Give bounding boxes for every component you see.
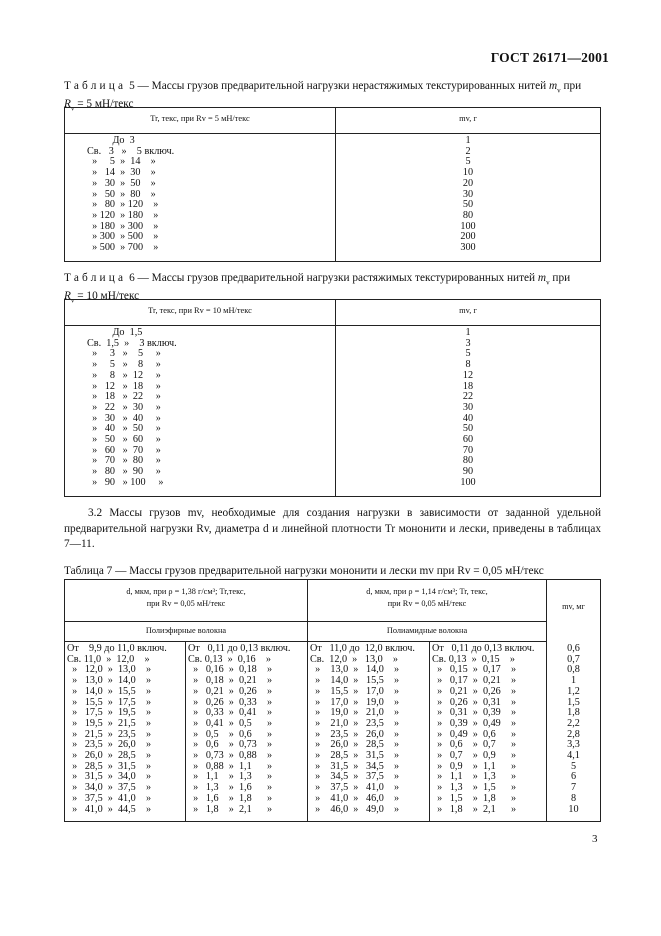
table6-row-mass: 100 — [460, 476, 476, 488]
table7-row-mass: 0,7 — [567, 653, 580, 665]
table5-caption-tail: при — [560, 80, 582, 92]
table7-row-mass: 4,1 — [567, 750, 580, 762]
table7-row-d-polyester: » 31,5 » 34,0 » — [67, 771, 152, 783]
table6-row-range: » 18 » 22 » — [87, 391, 161, 403]
table7-row-tr-polyamide: » 0,26 » 0,31 » — [432, 696, 517, 708]
table6-row-range: » 60 » 70 » — [87, 444, 161, 456]
table7-row-tr-polyester: » 0,21 » 0,26 » — [188, 685, 273, 697]
table6-caption-line2-var: R — [64, 290, 71, 303]
table7-caption: Таблица 7 — Массы грузов предварительной нагрузки мононити и лески mv при Rv = 0,05 мН/текс — [64, 565, 544, 577]
table7-row-mass: 0,6 — [567, 643, 580, 654]
table7-row-d-polyamide: » 14,0 » 15,5 » — [310, 675, 400, 687]
table7-row-tr-polyester: Св. 0,13 » 0,16 » — [188, 653, 271, 665]
table7-row-tr-polyamide: » 1,3 » 1,5 » — [432, 782, 517, 794]
table5-caption-line2-sub: v — [70, 104, 75, 113]
table6-row-range: » 8 » 12 » — [87, 369, 161, 381]
table7-row-tr-polyamide: » 0,39 » 0,49 » — [432, 717, 517, 729]
table5-row-range: » 80 » 120 » — [87, 199, 159, 211]
table7-sub-mid: Полиамидные волокна — [386, 626, 468, 635]
table7-row-tr-polyester: » 0,33 » 0,41 » — [188, 707, 273, 719]
table5-row-range: » 30 » 50 » — [87, 177, 156, 189]
table5-row-range: » 120 » 180 » — [87, 209, 159, 221]
table5-caption-num: 5 — [129, 80, 135, 92]
table7-row-tr-polyamide: » 0,6 » 0,7 » — [432, 739, 517, 751]
table5 — [64, 104, 601, 262]
table5-caption-text: — Массы грузов предварительной нагрузки нерастяжимых текстурированных нитей — [134, 80, 549, 92]
table7-row-mass: 1,5 — [567, 696, 580, 708]
table7-row-tr-polyester: » 0,6 » 0,73 » — [188, 739, 273, 751]
table6-row-mass: 5 — [465, 348, 471, 360]
table7-row-d-polyamide: Св. 12,0 » 13,0 » — [310, 653, 399, 665]
table7-row-tr-polyamide: » 0,15 » 0,17 » — [432, 664, 517, 676]
table7-row-tr-polyester: » 0,26 » 0,33 » — [188, 696, 273, 708]
table7-row-tr-polyester: От 0,11 до 0,13 включ. — [188, 644, 291, 654]
table6-caption-var-sub: v — [546, 278, 550, 287]
table6-row-mass: 60 — [462, 434, 474, 446]
table7-row-tr-polyamide: » 0,31 » 0,39 » — [432, 707, 517, 719]
table6-row-mass: 90 — [462, 466, 474, 478]
table5-row-mass: 30 — [462, 188, 474, 200]
table6-row-range: » 40 » 50 » — [87, 423, 161, 435]
table7-row-d-polyester: » 12,0 » 13,0 » — [67, 664, 152, 676]
table7-head-right: mv, мг — [562, 602, 585, 611]
table5-left-column — [87, 136, 327, 254]
table7-row-d-polyester: » 14,0 » 15,5 » — [67, 685, 152, 697]
table7-row-tr-polyester: » 0,41 » 0,5 » — [188, 717, 273, 729]
table6-row-mass: 30 — [462, 401, 474, 413]
table7 — [64, 579, 601, 822]
table6-right-column — [336, 328, 600, 489]
table7-row-d-polyester: » 13,0 » 14,0 » — [67, 675, 152, 687]
table7-row-tr-polyester: » 1,3 » 1,6 » — [188, 782, 273, 794]
table7-row-tr-polyester: » 1,1 » 1,3 » — [188, 771, 273, 783]
table6-row-mass: 40 — [462, 412, 474, 424]
table7-row-d-polyester: » 19,5 » 21,5 » — [67, 717, 152, 729]
table6-row-mass: 70 — [462, 444, 474, 456]
table7-row-tr-polyamide: » 0,9 » 1,1 » — [432, 760, 517, 772]
table7-row-mass: 2,2 — [567, 717, 580, 729]
table7-row-tr-polyester: » 1,8 » 2,1 » — [188, 803, 273, 815]
table7-row-d-polyester: Св. 11,0 » 12,0 » — [67, 653, 150, 665]
table6-row-range: До 1,5 — [87, 327, 143, 338]
table7-row-mass: 10 — [568, 803, 579, 815]
table6-row-mass: 1 — [465, 327, 471, 338]
table7-row-mass: 7 — [570, 782, 577, 794]
table5-row-mass: 100 — [460, 220, 476, 232]
table6-row-range: » 3 » 5 » — [87, 348, 161, 360]
table7-row-d-polyamide: » 23,5 » 26,0 » — [310, 728, 400, 740]
table6-row-range: » 50 » 60 » — [87, 434, 161, 446]
table5-row-range: » 500 » 700 » — [87, 242, 159, 254]
table7-col-c — [310, 644, 429, 815]
table5-row-mass: 2 — [465, 145, 471, 157]
table7-row-tr-polyamide: » 0,17 » 0,21 » — [432, 675, 517, 687]
table7-row-d-polyamide: » 26,0 » 28,5 » — [310, 739, 400, 751]
table5-row-range: Св. 3 » 5 включ. — [87, 145, 175, 157]
table5-caption-var: m — [548, 80, 558, 92]
table6-row-range: » 22 » 30 » — [87, 401, 161, 413]
table5-caption-word: Таблица — [64, 80, 127, 92]
table6-row-mass: 22 — [462, 391, 474, 403]
table7-row-tr-polyamide: От 0,11 до 0,13 включ. — [432, 644, 535, 654]
table7-row-d-polyamide: » 19,0 » 21,0 » — [310, 707, 400, 719]
table7-sub-left: Полиэфирные волокна — [145, 626, 227, 635]
table7-row-d-polyamide: » 28,5 » 31,5 » — [310, 750, 400, 762]
table7-row-tr-polyamide: » 1,5 » 1,8 » — [432, 792, 517, 804]
table7-row-mass: 1,2 — [567, 685, 580, 697]
table7-row-d-polyester: » 15,5 » 17,5 » — [67, 696, 152, 708]
table6-caption-num: 6 — [129, 272, 135, 284]
table7-row-tr-polyamide: » 0,7 » 0,9 » — [432, 750, 517, 762]
table6-col2-head: mv, г — [459, 306, 477, 315]
table7-row-tr-polyamide: » 1,1 » 1,3 » — [432, 771, 517, 783]
table6-row-mass: 3 — [465, 337, 471, 349]
table7-row-d-polyester: » 17,5 » 19,5 » — [67, 707, 152, 719]
table7-row-d-polyamide: » 46,0 » 49,0 » — [310, 803, 400, 815]
table7-row-d-polyester: » 23,5 » 26,0 » — [67, 739, 152, 751]
table6-row-mass: 8 — [465, 359, 471, 371]
table7-row-mass: 1,8 — [567, 707, 580, 719]
table6-caption-tail: при — [549, 272, 571, 284]
table7-row-tr-polyamide: » 0,49 » 0,6 » — [432, 728, 517, 740]
document-id: ГОСТ 26171—2001 — [490, 50, 609, 65]
table6-row-range: » 12 » 18 » — [87, 380, 161, 392]
table7-row-d-polyester: » 37,5 » 41,0 » — [67, 792, 152, 804]
table7-row-d-polyamide: » 34,5 » 37,5 » — [310, 771, 400, 783]
table5-row-range: » 5 » 14 » — [87, 156, 156, 168]
table7-row-tr-polyamide: Св. 0,13 » 0,15 » — [432, 653, 515, 665]
table7-row-tr-polyester: » 1,6 » 1,8 » — [188, 792, 273, 804]
table6-left-column — [87, 328, 327, 489]
table5-col1-head: Tr, текс, при Rv = 5 мН/текс — [150, 114, 250, 123]
table5-caption-line2-var: R — [64, 98, 71, 111]
table7-row-tr-polyester: » 0,16 » 0,18 » — [188, 664, 273, 676]
table7-row-tr-polyester: » 0,73 » 0,88 » — [188, 750, 273, 762]
paragraph-3-2: 3.2 Массы грузов mv, необходимые для создания нагрузки в зависимости от заданной удельной предварительной нагрузки Rv, диаметра d и линейной плотности Tr мононити и лески, приведены в таблицах 7—11. — [64, 507, 601, 550]
table5-row-range: До 3 — [87, 135, 135, 146]
table7-row-tr-polyester: » 0,5 » 0,6 » — [188, 728, 273, 740]
table5-row-mass: 80 — [462, 209, 474, 221]
table5-caption-line2-tail: = 5 мН/текс — [74, 98, 134, 111]
table5-row-mass: 300 — [460, 242, 476, 254]
table5-row-range: » 300 » 500 » — [87, 231, 159, 243]
table7-row-d-polyamide: » 41,0 » 46,0 » — [310, 792, 400, 804]
table7-row-d-polyamide: » 17,0 » 19,0 » — [310, 696, 400, 708]
table6-row-range: Св. 1,5 » 3 включ. — [87, 337, 177, 349]
table7-row-mass: 1 — [570, 675, 577, 687]
table5-row-range: » 50 » 80 » — [87, 188, 156, 200]
table7-row-mass: 8 — [570, 792, 577, 804]
table5-col2-head: mv, г — [459, 114, 477, 123]
table5-row-mass: 10 — [462, 167, 474, 179]
table7-row-d-polyester: От 9,9 до 11,0 включ. — [67, 644, 167, 654]
table7-col-e — [547, 644, 600, 815]
table7-row-mass: 0,8 — [567, 664, 580, 676]
table7-row-mass: 2,8 — [567, 728, 580, 740]
table7-row-tr-polyester: » 0,88 » 1,1 » — [188, 760, 273, 772]
table5-row-mass: 5 — [465, 156, 471, 168]
table6-caption-word: Таблица — [64, 272, 127, 284]
table5-row-range: » 14 » 30 » — [87, 167, 156, 179]
table7-row-d-polyamide: » 15,5 » 17,0 » — [310, 685, 400, 697]
table6-caption-line2-sub: v — [70, 296, 75, 305]
table6-row-mass: 50 — [462, 423, 474, 435]
table5-right-column — [336, 136, 600, 254]
table7-row-d-polyamide: » 13,0 » 14,0 » — [310, 664, 400, 676]
table7-row-d-polyamide: » 21,0 » 23,5 » — [310, 717, 400, 729]
page-number: 3 — [592, 833, 598, 845]
table5-row-mass: 50 — [462, 199, 474, 211]
table7-row-d-polyester: » 26,0 » 28,5 » — [67, 750, 152, 762]
table7-row-tr-polyamide: » 0,21 » 0,26 » — [432, 685, 517, 697]
table7-col-a — [67, 644, 185, 815]
table7-row-d-polyamide: » 31,5 » 34,5 » — [310, 760, 400, 772]
table5-row-mass: 20 — [462, 177, 474, 189]
table6-row-range: » 70 » 80 » — [87, 455, 161, 467]
table7-row-tr-polyester: » 0,18 » 0,21 » — [188, 675, 273, 687]
table7-col-b — [188, 644, 307, 815]
table6-row-range: » 30 » 40 » — [87, 412, 161, 424]
table6-caption-line2-tail: = 10 мН/текс — [74, 290, 140, 303]
table7-row-mass: 6 — [570, 771, 577, 783]
table6-row-mass: 80 — [462, 455, 474, 467]
table7-row-tr-polyamide: » 1,8 » 2,1 » — [432, 803, 517, 815]
table7-row-d-polyamide: От 11,0 до 12,0 включ. — [310, 644, 415, 654]
table7-head-left: d, мкм, при ρ = 1,38 г/см³; Tr,текс, при Rv = 0,05 мН/текс — [126, 587, 246, 608]
table6-col1-head: Tr, текс, при Rv = 10 мН/текс — [148, 306, 252, 315]
table6-row-range: » 80 » 90 » — [87, 466, 161, 478]
table7-row-d-polyester: » 21,5 » 23,5 » — [67, 728, 152, 740]
table6-row-range: » 5 » 8 » — [87, 359, 161, 371]
table7-row-d-polyester: » 34,0 » 37,5 » — [67, 782, 152, 794]
table5-row-range: » 180 » 300 » — [87, 220, 159, 232]
table6-row-mass: 12 — [462, 369, 474, 381]
table6-row-range: » 90 » 100 » — [87, 476, 164, 488]
table7-row-d-polyester: » 28,5 » 31,5 » — [67, 760, 152, 772]
table7-col-d — [432, 644, 546, 815]
table5-caption-var-sub: v — [557, 86, 561, 95]
table5-row-mass: 1 — [465, 135, 471, 146]
table5-row-mass: 200 — [460, 231, 476, 243]
table7-row-mass: 3,3 — [567, 739, 580, 751]
table7-row-mass: 5 — [570, 760, 577, 772]
table6 — [64, 296, 601, 497]
table6-caption-var: m — [537, 272, 547, 284]
table7-row-d-polyester: » 41,0 » 44,5 » — [67, 803, 152, 815]
table7-row-d-polyamide: » 37,5 » 41,0 » — [310, 782, 400, 794]
table7-head-mid: d, мкм, при ρ = 1,14 г/см³; Tr, текс, при Rv = 0,05 мН/текс — [366, 587, 488, 608]
table6-caption-text: — Массы грузов предварительной нагрузки растяжимых текстурированных нитей — [134, 272, 538, 284]
table6-row-mass: 18 — [462, 380, 474, 392]
